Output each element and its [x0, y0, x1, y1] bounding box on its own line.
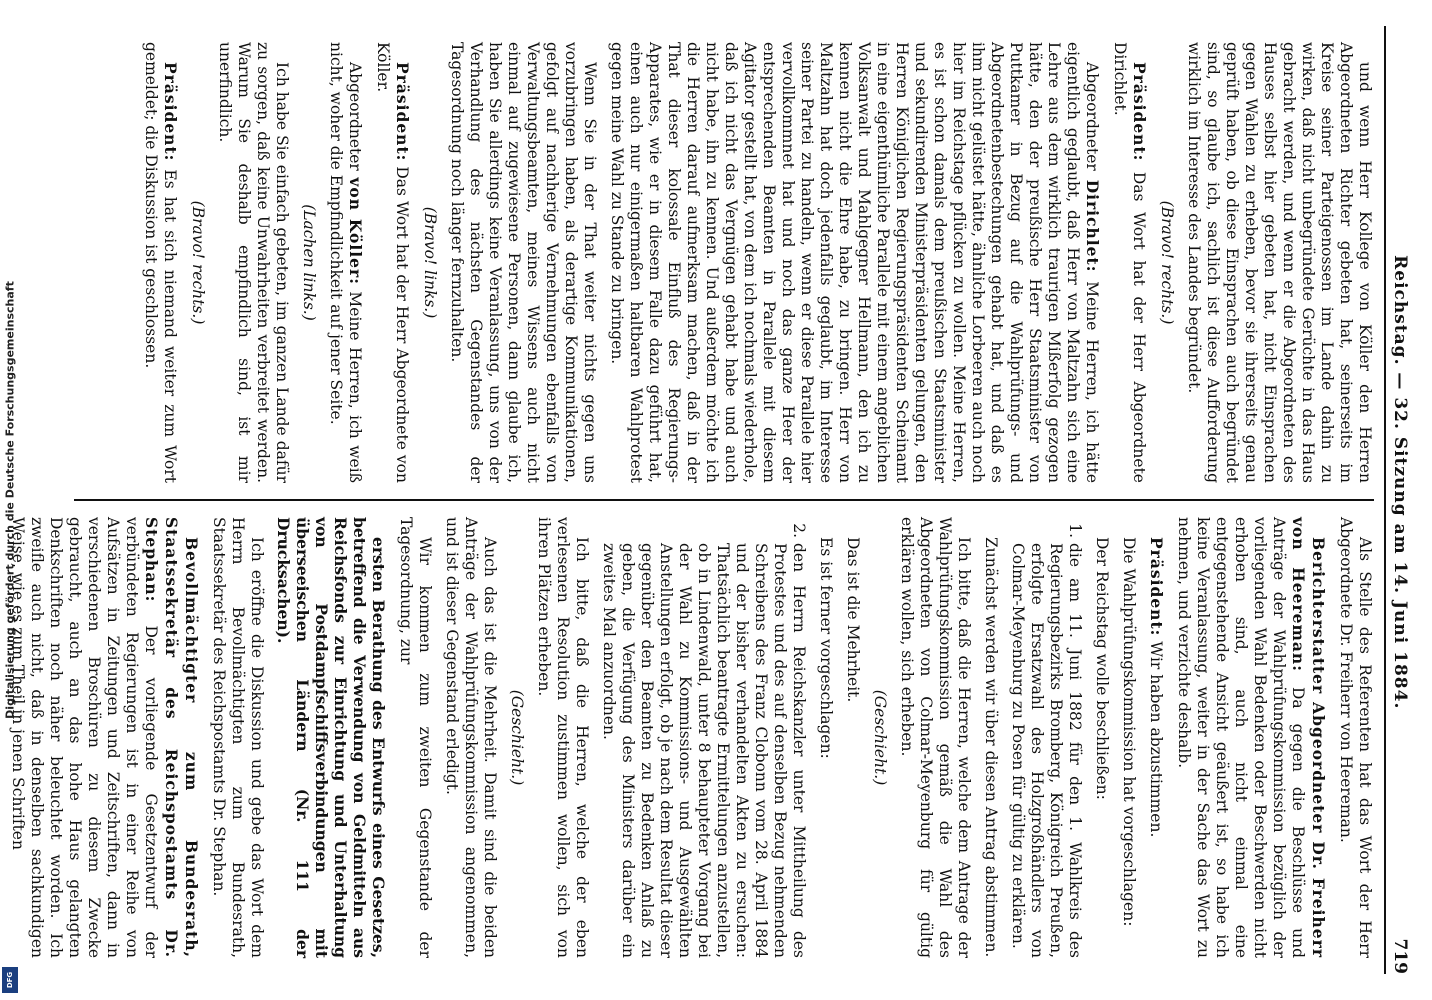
paragraph: Auch das ist die Mehrheit. Damit sind die beiden Anträge der Wahlprüfungskommission angenommen, und ist dieser Gegenstand erledigt.: [443, 517, 499, 958]
list-item: 1. die am 11. Juni 1882 für den 1. Wahlkreis des Regierungsbezirks Bromberg, Königreich Preußen, erfolgte Ersatzwahl des Holzgroßhändlers von Colmar-Meyenburg zu Posen für gültig zu erklären.: [1008, 543, 1084, 958]
right-column: [9, 501, 1374, 974]
paragraph: Ich bitte, daß die Herren, welche dem Antrage der Wahlprüfungskommission gemäß die Wahl des Abgeordneten von Colmar-Meyenburg für gültig erklären wollen, sich erheben.: [898, 517, 973, 958]
speaker-label: Berichterstatter Abgeordneter Dr. Freiherr von Heereman:: [1289, 517, 1328, 958]
paragraph: Wir kommen zum zweiten Gegenstande der Tagesordnung, zur: [397, 517, 434, 958]
speaker-label: Präsident:: [393, 62, 412, 162]
stage-direction: (Bravo! links.): [421, 206, 439, 319]
speaker-label: Präsident:: [1130, 62, 1149, 162]
agenda-item: ersten Berathung des Entwurfs eines Gesetzes, betreffend die Verwendung von Geldmitteln aus Reichsfonds zur Einrichtung und Unterhaltung von Postdampfschiffsverbindungen mit überseeischen Ländern (Nr. 111 der Drucksachen).: [274, 517, 388, 958]
paragraph: Als Stelle des Referenten hat das Wort der Herr Abgeordnete Dr. Freiherr von Heereman.: [1337, 517, 1374, 958]
left-column: [74, 26, 1374, 499]
dfg-logo-icon: DFG: [2, 967, 18, 993]
funding-credit-text: Digitalisierung gefördert durch die Deutsche Forschungsgemeinschaft: [3, 281, 17, 719]
page-title: Reichstag. — 32. Sitzung am 14. Juni 1884.: [1390, 255, 1410, 710]
motion-list: [599, 517, 808, 958]
paragraph: Berichterstatter Abgeordneter Dr. Freiherr von Heereman: Da gegen die Beschlüsse und Anträge der Wahlprüfungskommission bezüglich der vorliegenden Wahl Bedenken oder Beschwerden nicht erhoben sind, auch nicht einmal eine entgegenstehende Ansicht geäußert ist, so habe ich keine Veranlassung, weiter in der Sache das Wort zu nehmen, und verzichte deshalb.: [1175, 517, 1328, 958]
stage-direction: (Bravo! rechts.): [1158, 200, 1176, 325]
paragraph: Abgeordneter Dirichlet: Meine Herren, ich hätte eigentlich geglaubt, daß Herr von Maltzahn sich eine Lehre aus dem wirklich traurigen Mißerfolg gezogen hätte, den der preußische Herr Staatsminister von Puttkamer in Bezug auf die Wahlprüfungs- und Abgeordnetenbestechungen gehabt hat, und daß es ihm nicht gelüstet hätte, ähnliche Lorbeeren auch noch hier im Reichstage pflücken zu wollen. Meine Herren, es ist schon damals dem preußischen Staatsminister und sekundirenden Ministerpräsidenten gelungen, den Herren Königlichen Regierungspräsidenten Scheinamt in eine eigenthümliche Parallele mit einem angeblichen Volksanwalt und Mahlgegner Hellmann, den ich zu kennen nicht die Ehre habe, zu bringen. Herr von Maltzahn hat doch jedenfalls geglaubt, im Interesse seiner Partei zu handeln, wenn er diese Parallele hier vervollkommnet hat und noch das ganze Heer der entsprechenden Beamten in Parallele mit diesem Agitator gestellt hat, von dem ich nochmals wiederhole, daß ich nicht das Vergnügen gehabt habe und auch nicht habe, ihn zu kennen. Und außerdem möchte ich die Herren darauf aufmerksam machen, daß in der That dieser kolossale Einfluß des Regierungs-Apparates, wie er in diesem Falle dazu geführt hat, einen auch nur einigermaßen haltbaren Wahlprotest gegen meine Wahl zu Stande zu bringen.: [608, 42, 1102, 483]
page-header: [1384, 26, 1410, 974]
paragraph: Das ist die Mehrheit.: [844, 537, 862, 703]
speaker-label: Präsident:: [1147, 537, 1166, 637]
paragraph: Zunächst werden wir über diesen Antrag abstimmen.: [982, 537, 1000, 958]
stage-direction: (Geschieht.): [871, 689, 889, 786]
paragraph: Bevollmächtigter zum Bundesrath, Staatssekretär des Reichspostamts Dr. Stephan: Der vorliegende Gesetzentwurf der verbündeten Regierungen ist in einer Reihe von Aufsätzen in Zeitungen und Zeitschriften, dann in verschiedenen Broschüren zu diesem Zwecke gebraucht, auch an das hohe Haus gelangten Denkschriften noch näher beleuchtet worden. Ich zweifle auch nicht, daß in denselben sachkundigen Weise, wie es zum Theil in jenen Schriften: [9, 517, 201, 958]
paragraph: Präsident: Es hat sich niemand weiter zum Wort gemeldet; die Diskussion ist geschlossen.: [142, 42, 180, 483]
paragraph: Abgeordneter von Köller: Meine Herren, ich weiß nicht, woher die Empfindlichkeit auf jener Seite.: [327, 42, 365, 484]
paragraph: Wenn Sie in der That weiter nichts gegen uns vorzubringen haben, als derartige Kommunikationen, gefolgt auf nachherige Vernehmungen ebenfalls von Verwaltungsbeamten, meines Wissens auch nicht einmal auf zugewiesene Personen, dann glaube ich, haben Sie allerdings keine Veranlassung, uns von der Verhandlung des nächsten Gegenstandes der Tagesordnung noch länger fernzuhalten.: [448, 42, 599, 483]
motion-list: [1008, 517, 1084, 958]
speaker-label: von Köller:: [346, 177, 365, 285]
stage-direction: (Bravo! rechts.): [189, 200, 207, 325]
list-item: 2. den Herrn Reichskanzler unter Mittheilung des Protestes und des auf denselben Bezug nehmenden Schreibens des Franz Clobonn vom 28. April 1884 und der bisher verhandelten Akten zu ersuchen: Thatsächlich beantragte Ermittelungen anzustellen, ob in Lindenwald, unter 8 behaupteter Vorgang bei der Wahl zu Kommissions- und Ausgewählten Anstellungen erfolgt, ob je nach dem Resultat dieser gegenüber den Beamten zu Bedenken Anlaß zu geben, die Verfügung des Ministers darüber ein zweites Mal anzuordnen.: [599, 543, 808, 958]
paragraph: Ich eröffne die Diskussion und gebe das Wort dem Herrn Bevollmächtigten zum Bundesrath, Staatssekretär des Reichspostamts Dr. Stephan.: [210, 517, 266, 958]
paragraph: Die Wahlprüfungskommission hat vorgeschlagen:: [1120, 537, 1138, 927]
paragraph: Präsident: Das Wort hat der Herr Abgeordnete von Köller.: [374, 42, 412, 483]
paragraph: Ich habe Sie einfach gebeten, im ganzen Lande dafür zu sorgen, daß keine Unwahrheiten verbreitet werden. Warum Sie deshalb empfindlich sind, ist mir unerfindlich.: [216, 42, 291, 483]
page-number: 719: [1390, 938, 1410, 974]
paragraph: Präsident: Wir haben abzustimmen.: [1147, 537, 1166, 838]
stage-direction: (Geschieht.): [508, 689, 526, 786]
paragraph: Der Reichstag wolle beschließen:: [1093, 537, 1111, 800]
paragraph: Ich bitte, daß die Herren, welche der eben verlesenen Resolution zustimmen wollen, sich von ihren Plätzen erheben.: [535, 517, 591, 958]
speaker-label: Präsident:: [161, 62, 180, 162]
paragraph: Es ist ferner vorgeschlagen:: [817, 537, 835, 759]
speaker-label: Bevollmächtigter zum Bundesrath, Staatssekretär des Reichspostamts Dr. Stephan:: [142, 517, 201, 958]
paragraph: und wenn Herr Kollege von Köller den Herren Abgeordneten Richter gebeten hat, seinerseits im Kreise seiner Parteigenossen im Lande dahin zu wirken, daß nicht unbegründete Gerüchte in das Haus gebracht werden, und wenn er die Abgeordneten des Hauses selbst hier gebeten hat, nicht Einsprachen gegen Wahlen zu erheben, bevor sie ihrerseits genau geprüft haben, ob diese Einsprachen auch begründet sind, so glaube ich, sachlich ist diese Aufforderung wirklich im Interesse des Landes begründet.: [1185, 42, 1374, 483]
stage-direction: (Lachen links.): [300, 204, 318, 321]
paragraph: Präsident: Das Wort hat der Herr Abgeordnete Dirichlet.: [1111, 42, 1149, 483]
speaker-label: Dirichlet:: [1083, 179, 1102, 273]
